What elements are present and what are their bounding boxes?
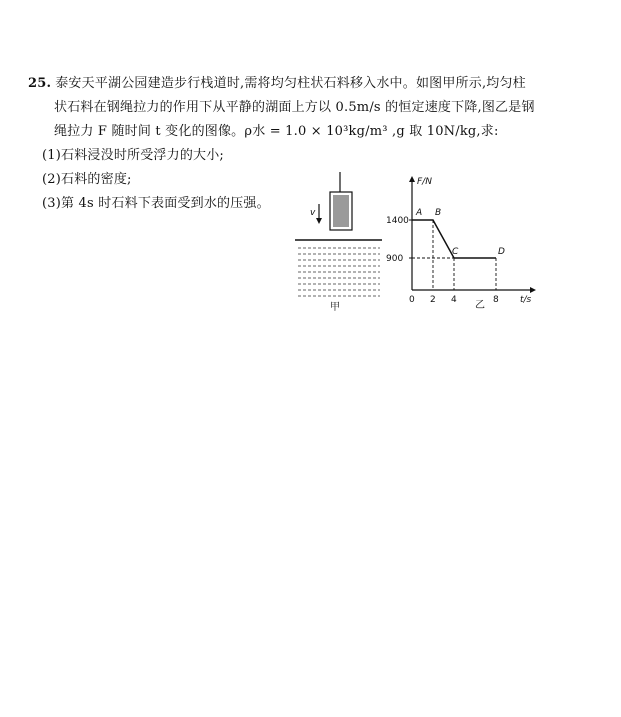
- x-axis-arrow: [530, 287, 536, 293]
- sub-question-2: (2)石料的密度;: [42, 172, 132, 187]
- x-tick-label: 2: [430, 295, 436, 305]
- x-tick-label: 4: [451, 295, 457, 305]
- y-axis-label: F/N: [417, 177, 432, 187]
- velocity-label: v: [310, 208, 316, 218]
- question-text-1: 泰安天平湖公园建造步行栈道时,需将均匀柱状石料移入水中。如图甲所示,均匀柱: [55, 76, 526, 91]
- question-line-3: 绳拉力 F 随时间 t 变化的图像。ρ水 = 1.0 × 10³kg/m³ ,g 取 10N/kg,求:: [54, 124, 499, 139]
- x-tick-label: 8: [493, 295, 499, 305]
- figure-jia: [290, 172, 385, 312]
- question-line-2: 状石料在钢绳拉力的作用下从平静的湖面上方以 0.5m/s 的恒定速度下降,图乙是钢: [54, 100, 535, 115]
- point-label-a: A: [416, 208, 423, 218]
- y-tick-label: 900: [386, 254, 404, 264]
- y-axis-arrow: [409, 176, 415, 182]
- figure-yi: [380, 172, 550, 312]
- figure-yi-caption: 乙: [475, 300, 485, 311]
- figure-jia-caption: 甲: [330, 302, 340, 312]
- stone-texture: [333, 195, 349, 227]
- point-label-d: D: [498, 247, 505, 257]
- x-axis-label: t/s: [520, 295, 532, 305]
- water-body: [298, 248, 380, 296]
- question-number: 25.: [28, 76, 52, 91]
- sub-question-1: (1)石料浸没时所受浮力的大小;: [42, 148, 224, 163]
- sub-question-3: (3)第 4s 时石料下表面受到水的压强。: [42, 196, 270, 211]
- question-line-1: [28, 72, 588, 96]
- y-tick-label: 1400: [386, 216, 409, 226]
- point-label-b: B: [435, 208, 442, 218]
- point-label-c: C: [452, 247, 459, 257]
- velocity-arrow-head: [316, 218, 322, 224]
- origin-label: 0: [409, 295, 415, 305]
